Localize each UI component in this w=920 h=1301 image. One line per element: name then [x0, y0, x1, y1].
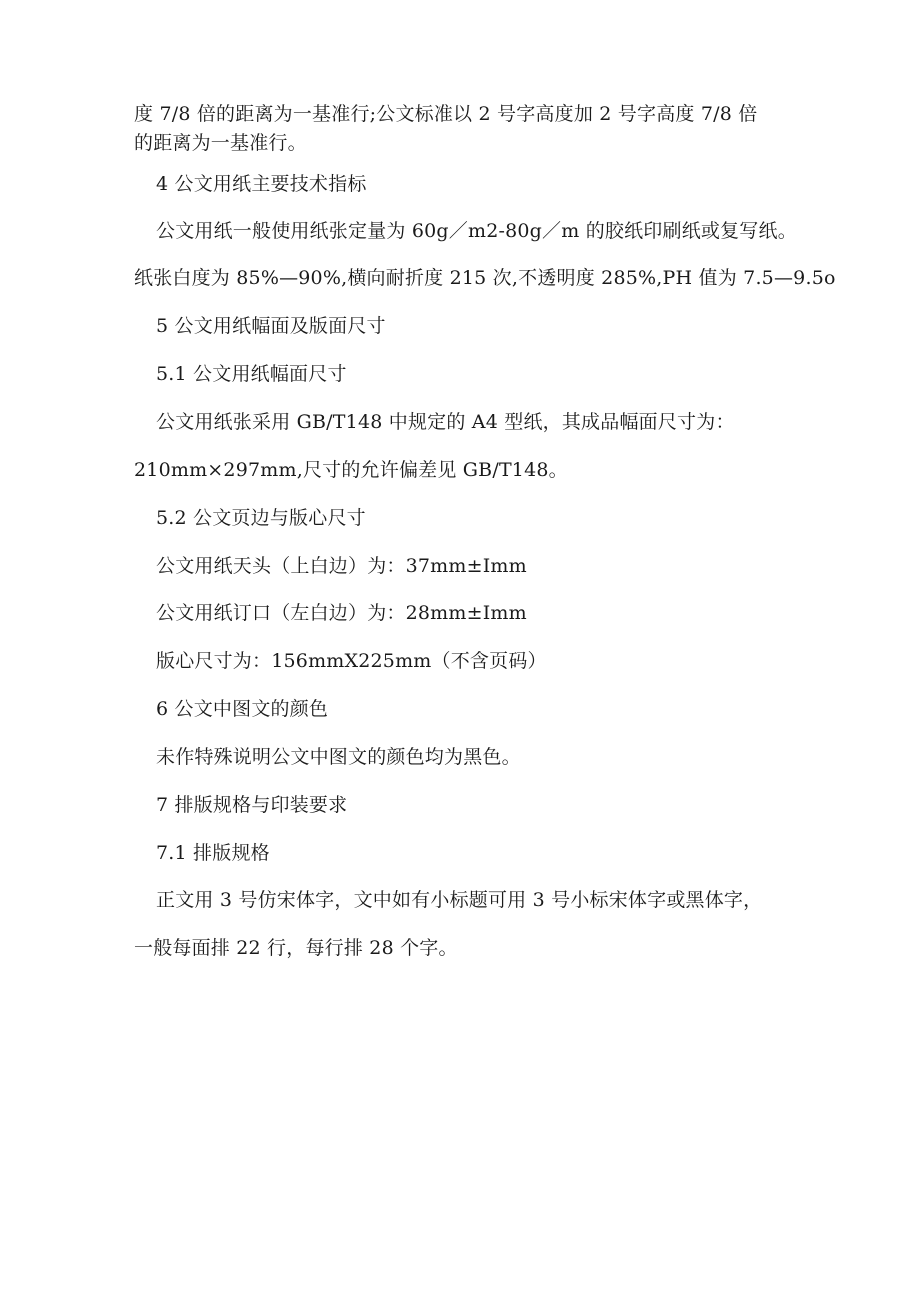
body-text-line: 公文用纸订口（左白边）为：28mm±Imm	[156, 602, 527, 624]
section-heading: 5 公文用纸幅面及版面尺寸	[156, 315, 386, 337]
subsection-heading: 7.1 排版规格	[156, 842, 270, 864]
body-text-line: 纸张白度为 85%—90%,横向耐折度 215 次,不透明度 285%,PH 值为 7.5—9.5o	[134, 267, 836, 289]
section-heading: 7 排版规格与印装要求	[156, 794, 348, 816]
body-text-line: 正文用 3 号仿宋体字，文中如有小标题可用 3 号小标宋体字或黑体字，	[156, 889, 763, 911]
body-text-line: 公文用纸一般使用纸张定量为 60g／m2-80g／m 的胶纸印刷纸或复写纸。	[156, 220, 797, 242]
subsection-heading: 5.1 公文用纸幅面尺寸	[156, 363, 347, 385]
body-text-line: 公文用纸天头（上白边）为：37mm±Imm	[156, 555, 527, 577]
section-heading: 6 公文中图文的颜色	[156, 698, 329, 720]
body-text-line: 版心尺寸为：156mmX225mm（不含页码）	[156, 650, 547, 672]
body-text-line: 一般每面排 22 行，每行排 28 个字。	[134, 937, 458, 959]
section-heading: 4 公文用纸主要技术指标	[156, 173, 367, 195]
body-text-line: 未作特殊说明公文中图文的颜色均为黑色。	[156, 746, 521, 768]
body-text-line: 的距离为一基准行。	[134, 132, 307, 154]
body-text-line: 210mm×297mm,尺寸的允许偏差见 GB/T148。	[134, 459, 568, 481]
body-text-line: 公文用纸张采用 GB/T148 中规定的 A4 型纸，其成品幅面尺寸为：	[156, 411, 735, 433]
body-text-line: 度 7/8 倍的距离为一基准行;公文标准以 2 号字高度加 2 号字高度 7/8 倍	[134, 103, 758, 125]
subsection-heading: 5.2 公文页边与版心尺寸	[156, 507, 366, 529]
